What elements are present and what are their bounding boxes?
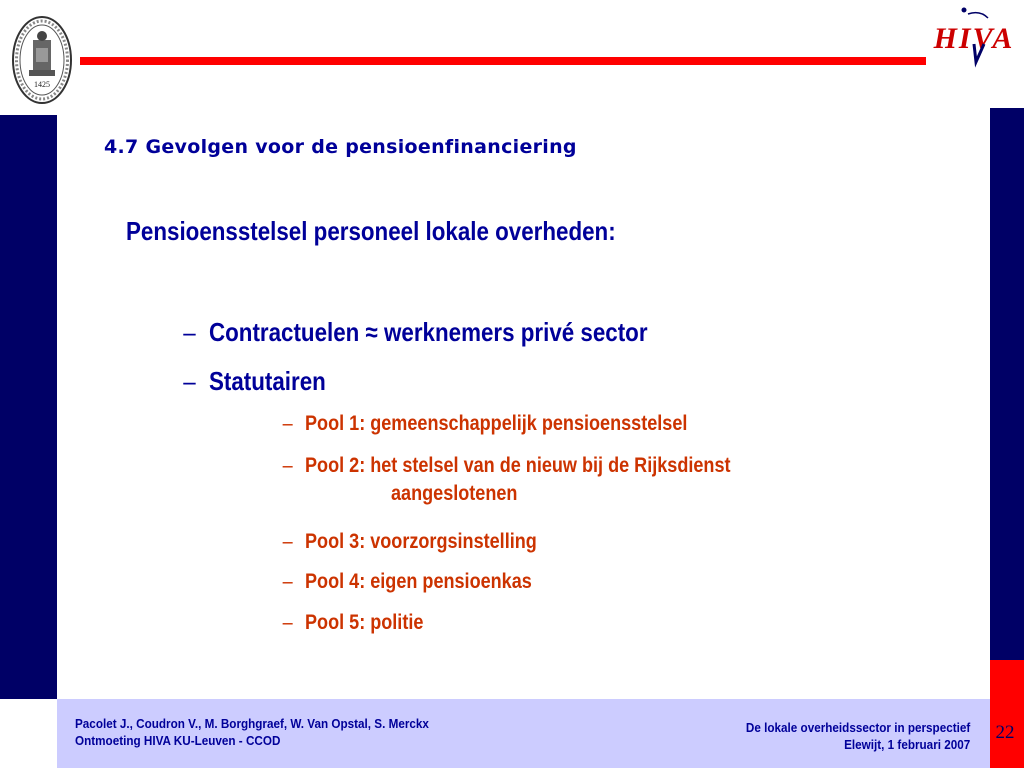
left-decor-band <box>0 115 57 699</box>
bullet-dash: – <box>282 611 293 634</box>
svg-text:HIVA: HIVA <box>933 22 1015 55</box>
content-heading: Pensioensstelsel personeel lokale overheden: <box>126 216 616 246</box>
page-number: 22 <box>995 722 1015 743</box>
sub-list-item-continuation: aangeslotenen <box>391 482 518 505</box>
sub-list-item <box>282 568 532 596</box>
bullet-dash: – <box>282 454 293 477</box>
slide-footer <box>57 699 990 768</box>
bullet-dash: – <box>282 530 293 553</box>
sub-list-item-text: Pool 3: voorzorgsinstelling <box>305 530 537 553</box>
list-item-text: Contractuelen ≈ werknemers privé sector <box>209 317 648 347</box>
footer-presentation-info <box>746 719 970 753</box>
sub-list-item <box>282 410 688 438</box>
hiva-logo-icon <box>928 4 1020 68</box>
slide-title: 4.7 Gevolgen voor de pensioenfinanciering <box>104 136 577 158</box>
footer-authors <box>75 715 429 749</box>
svg-text:1425: 1425 <box>34 80 50 89</box>
sub-list-item-text: Pool 1: gemeenschappelijk pensioensstelsel <box>305 412 688 435</box>
bullet-dash: – <box>183 366 196 396</box>
footer-event-line: Ontmoeting HIVA KU-Leuven - CCOD <box>75 733 281 748</box>
footer-date-location: Elewijt, 1 februari 2007 <box>843 737 970 752</box>
bullet-dash: – <box>183 317 196 347</box>
university-seal-icon <box>10 14 74 106</box>
right-red-block <box>990 660 1024 768</box>
list-item-text: Statutairen <box>209 366 326 396</box>
sub-list-item-text: Pool 2: het stelsel van de nieuw bij de Rijksdienst <box>305 454 731 477</box>
list-item <box>183 317 648 348</box>
bullet-dash: – <box>282 412 293 435</box>
sub-list-item-text: Pool 4: eigen pensioenkas <box>305 570 532 593</box>
sub-list-item <box>282 609 424 637</box>
right-decor-band <box>990 108 1024 662</box>
list-item <box>183 366 326 397</box>
footer-presentation-title: De lokale overheidssector in perspectief <box>745 720 970 735</box>
footer-authors-line: Pacolet J., Coudron V., M. Borghgraef, W. Van Opstal, S. Merckx <box>75 716 429 731</box>
sub-list-item <box>282 528 537 556</box>
sub-list-item <box>282 452 731 508</box>
bullet-dash: – <box>282 570 293 593</box>
sub-list-item-text: Pool 5: politie <box>305 611 424 634</box>
header-red-bar <box>80 57 926 65</box>
